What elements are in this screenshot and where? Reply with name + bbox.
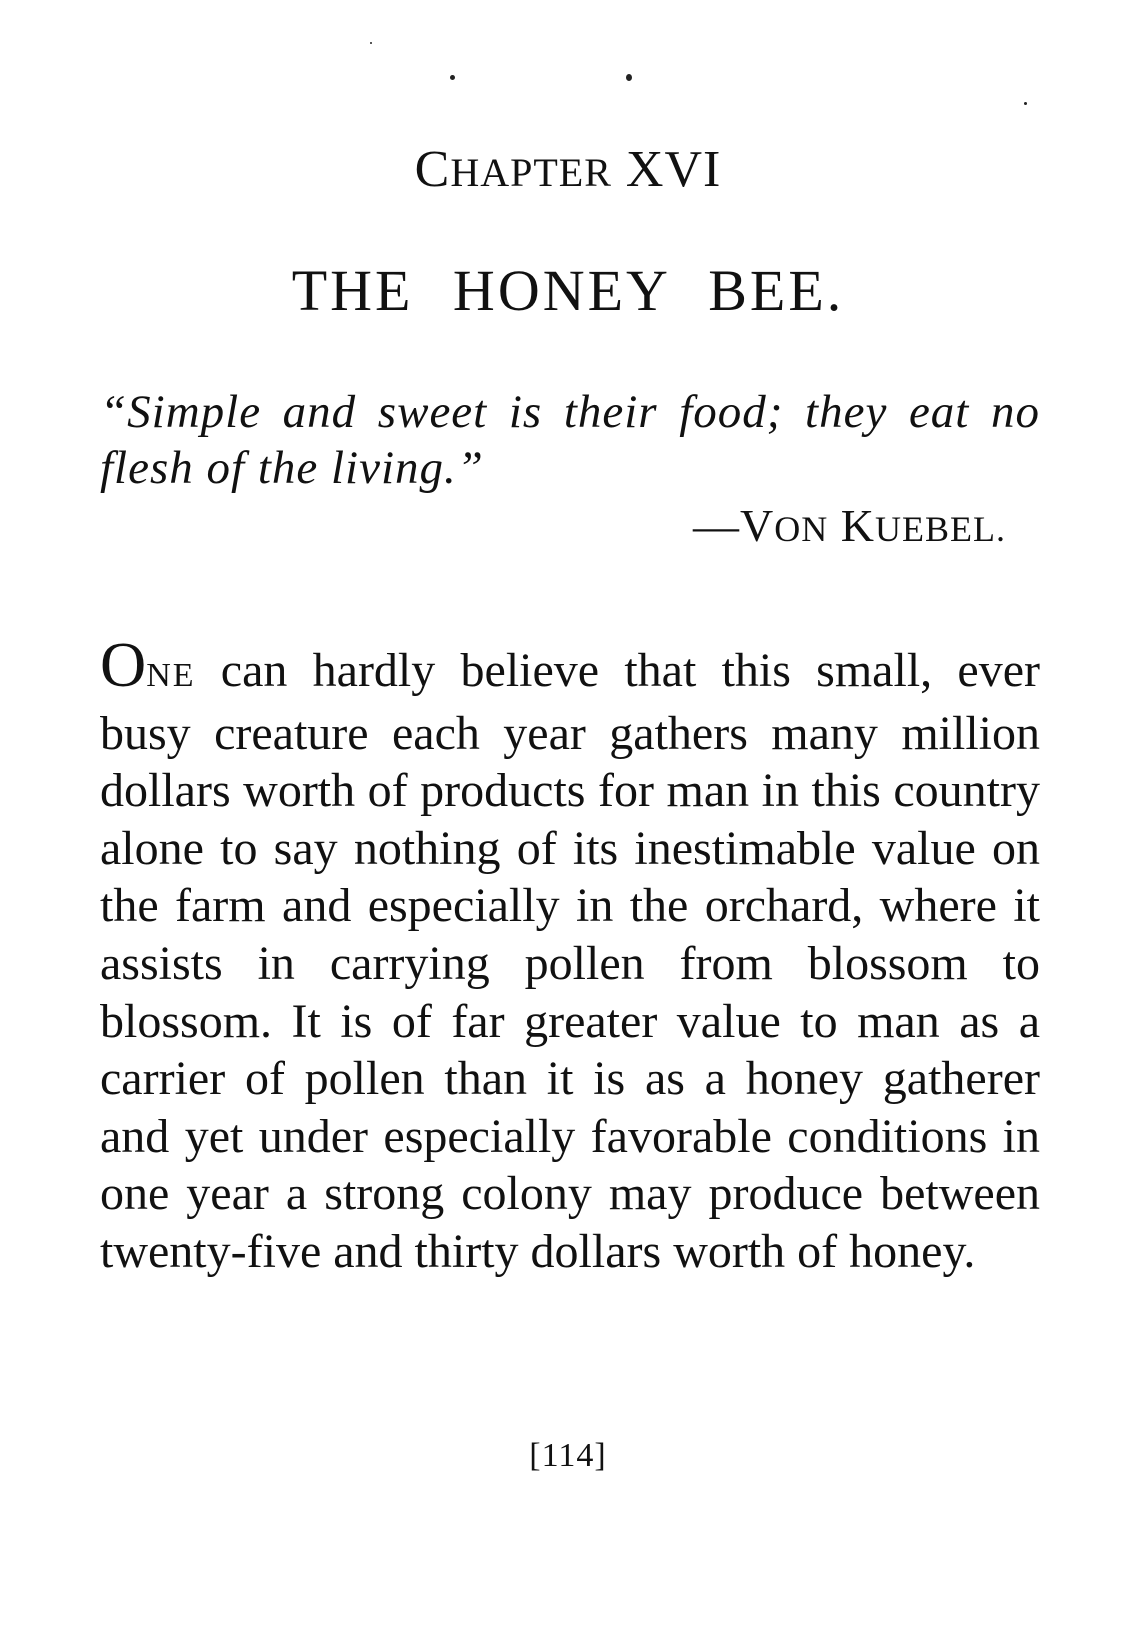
paragraph-text: can hardly believe that this small, ever busy creature each year gathers many million dollars worth of products for man in this country alone to say nothing of its inestimable value on the farm and especially in the orchard, where it assists in carrying pollen from blossom to blossom. It is of far greater value to man as a carrier of pollen than it is as a honey gatherer and yet under especially favorable conditions in one year a strong colony may produce between twenty-five and thirty dollars worth of honey. — [100, 644, 1040, 1278]
scan-speck — [626, 74, 632, 81]
epigraph-quote: “Simple and sweet is their food; they eat no flesh of the living.” — [100, 386, 1040, 494]
scan-speck — [1024, 102, 1027, 105]
attribution-initial-k: K — [840, 500, 876, 551]
chapter-number: XVI — [625, 141, 722, 198]
chapter-title: THE HONEY BEE. — [291, 258, 845, 323]
chapter-label-rest: HAPTER — [450, 150, 612, 195]
page-number: [114] — [529, 1437, 607, 1474]
scan-speck — [450, 75, 455, 80]
attribution-kuebel-rest: UEBEL. — [875, 509, 1006, 549]
attribution-dash: — — [693, 500, 741, 551]
attribution-initial-v: V — [740, 500, 775, 551]
chapter-heading — [0, 140, 1136, 203]
scan-speck — [370, 42, 372, 44]
drop-cap: O — [100, 629, 147, 700]
body-paragraph — [100, 629, 1040, 1281]
attribution-von-rest: ON — [774, 509, 829, 549]
epigraph-attribution — [693, 498, 1006, 557]
lead-small-caps: NE — [146, 657, 196, 694]
chapter-label-initial: C — [414, 141, 451, 198]
